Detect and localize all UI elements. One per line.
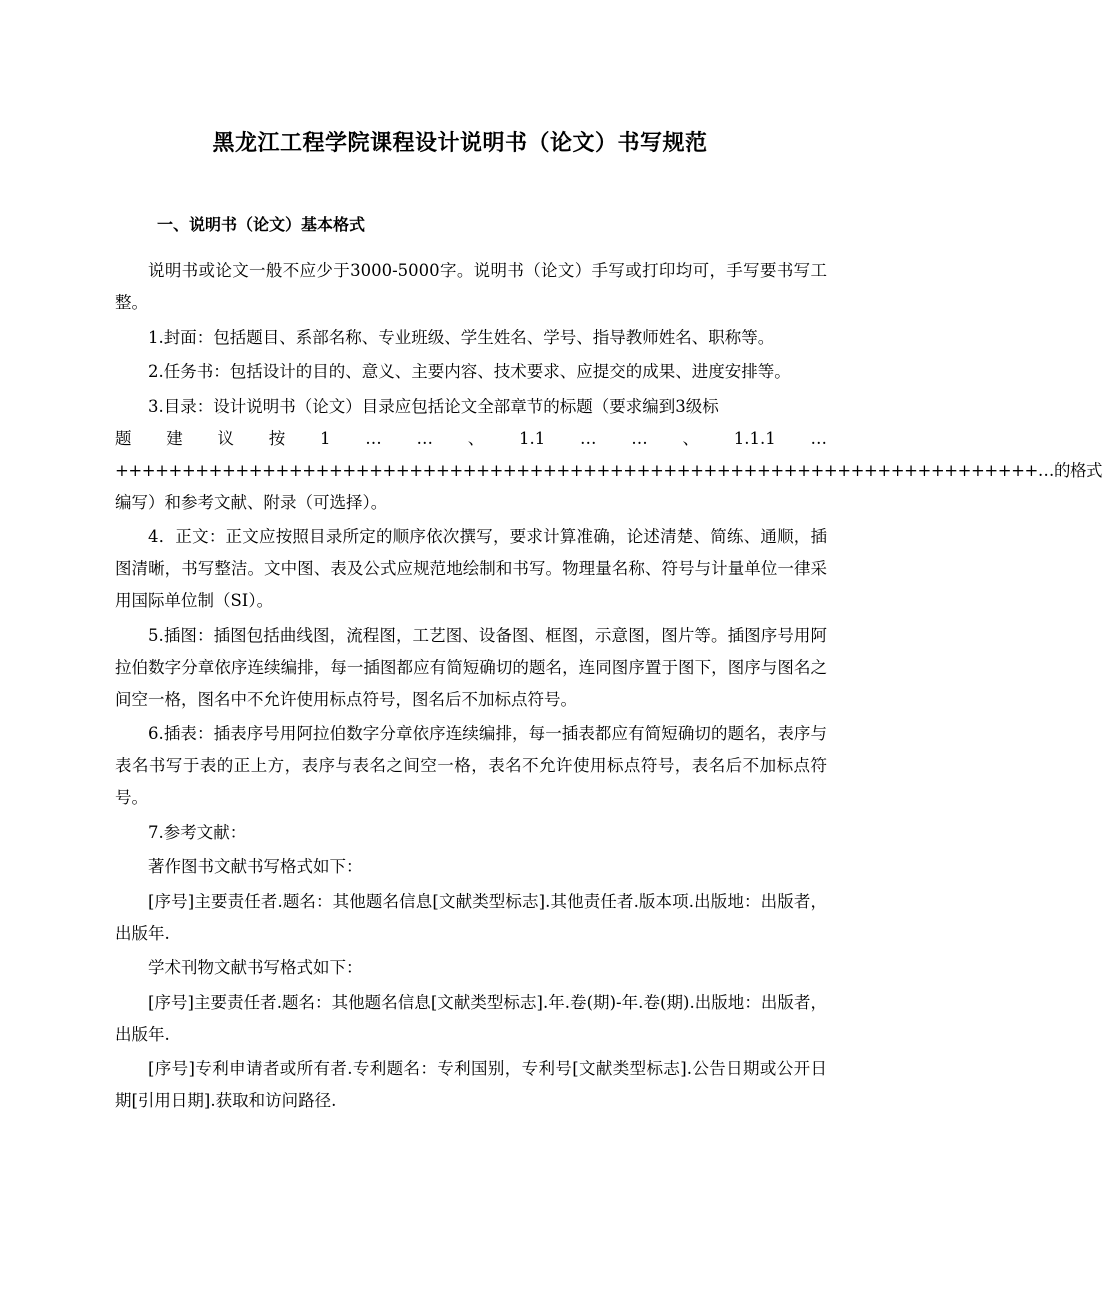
paragraph-references-heading: 7.参考文献： bbox=[148, 822, 247, 842]
toc-token: 、 bbox=[682, 428, 699, 448]
toc-plus-line: +++++++++++++++++++++++++++++++++++++++++++++++++++++++++++++++++++++…的格式 bbox=[115, 460, 1102, 480]
paragraph-patent-format: [序号]专利申请者或所有者.专利题名：专利国别，专利号[文献类型标志].公告日期或公开日期[引用日期].获取和访问路径. bbox=[115, 1059, 827, 1110]
toc-token: … bbox=[416, 428, 433, 448]
toc-token: … bbox=[580, 428, 597, 448]
toc-token: 建 bbox=[166, 428, 183, 448]
toc-token: 1.1.1 bbox=[733, 428, 776, 448]
paragraph-journal-format: [序号]主要责任者.题名：其他题名信息[文献类型标志].年.卷(期)-年.卷(期).出版地：出版者，出版年. bbox=[115, 992, 827, 1044]
paragraph-task: 2.任务书：包括设计的目的、意义、主要内容、技术要求、应提交的成果、进度安排等。 bbox=[148, 362, 791, 381]
paragraph-main-text: 4．正文：正文应按照目录所定的顺序依次撰写，要求计算准确，论述清楚、简练、通顺，插图清晰，书写整洁。文中图、表及公式应规范地绘制和书写。物理量名称、符号与计量单位一律采用国际单位制（SI）。 bbox=[115, 527, 827, 610]
toc-line-first: 3.目录：设计说明书（论文）目录应包括论文全部章节的标题（要求编到3级标 bbox=[148, 396, 719, 416]
toc-token: 、 bbox=[467, 428, 485, 448]
paragraph-book-format: [序号]主要责任者.题名：其他题名信息[文献类型标志].其他责任者.版本项.出版地：出版者，出版年. bbox=[115, 891, 827, 943]
toc-token: 1 bbox=[320, 428, 331, 448]
toc-token: … bbox=[810, 428, 827, 448]
toc-line-spaced bbox=[115, 423, 827, 455]
paragraph-figures: 5.插图：插图包括曲线图，流程图，工艺图、设备图、框图，示意图，图片等。插图序号用阿拉伯数字分章依序连续编排，每一插图都应有简短确切的题名，连同图序置于图下，图序与图名之间空一格，图名中不允许使用标点符号，图名后不加标点符号。 bbox=[115, 625, 827, 709]
section-heading-basic-format: 一、说明书（论文）基本格式 bbox=[157, 215, 366, 234]
toc-token: 题 bbox=[115, 428, 132, 448]
paragraph-journal-heading: 学术刊物文献书写格式如下： bbox=[148, 958, 363, 977]
toc-token: … bbox=[365, 428, 382, 448]
paragraph-tables: 6.插表：插表序号用阿拉伯数字分章依序连续编排，每一插表都应有简短确切的题名，表序与表名书写于表的正上方，表序与表名之间空一格，表名不允许使用标点符号，表名后不加标点符号。 bbox=[115, 724, 827, 807]
toc-token: … bbox=[631, 428, 648, 448]
toc-token: 1.1 bbox=[519, 428, 546, 448]
paragraph-cover: 1.封面：包括题目、系部名称、专业班级、学生姓名、学号、指导教师姓名、职称等。 bbox=[148, 327, 775, 347]
toc-line-last: 编写）和参考文献、附录（可选择）。 bbox=[115, 492, 388, 512]
toc-token: 议 bbox=[217, 428, 234, 448]
toc-token: 按 bbox=[268, 428, 286, 448]
paragraph-toc bbox=[115, 391, 1102, 519]
paragraph-book-heading: 著作图书文献书写格式如下： bbox=[148, 857, 363, 876]
document-body bbox=[115, 255, 1102, 1120]
paragraph-intro: 说明书或论文一般不应少于3000-5000字。说明书（论文）手写或打印均可，手写要书写工整。 bbox=[115, 261, 827, 312]
document-title: 黑龙江工程学院课程设计说明书（论文）书写规范 bbox=[212, 131, 708, 156]
